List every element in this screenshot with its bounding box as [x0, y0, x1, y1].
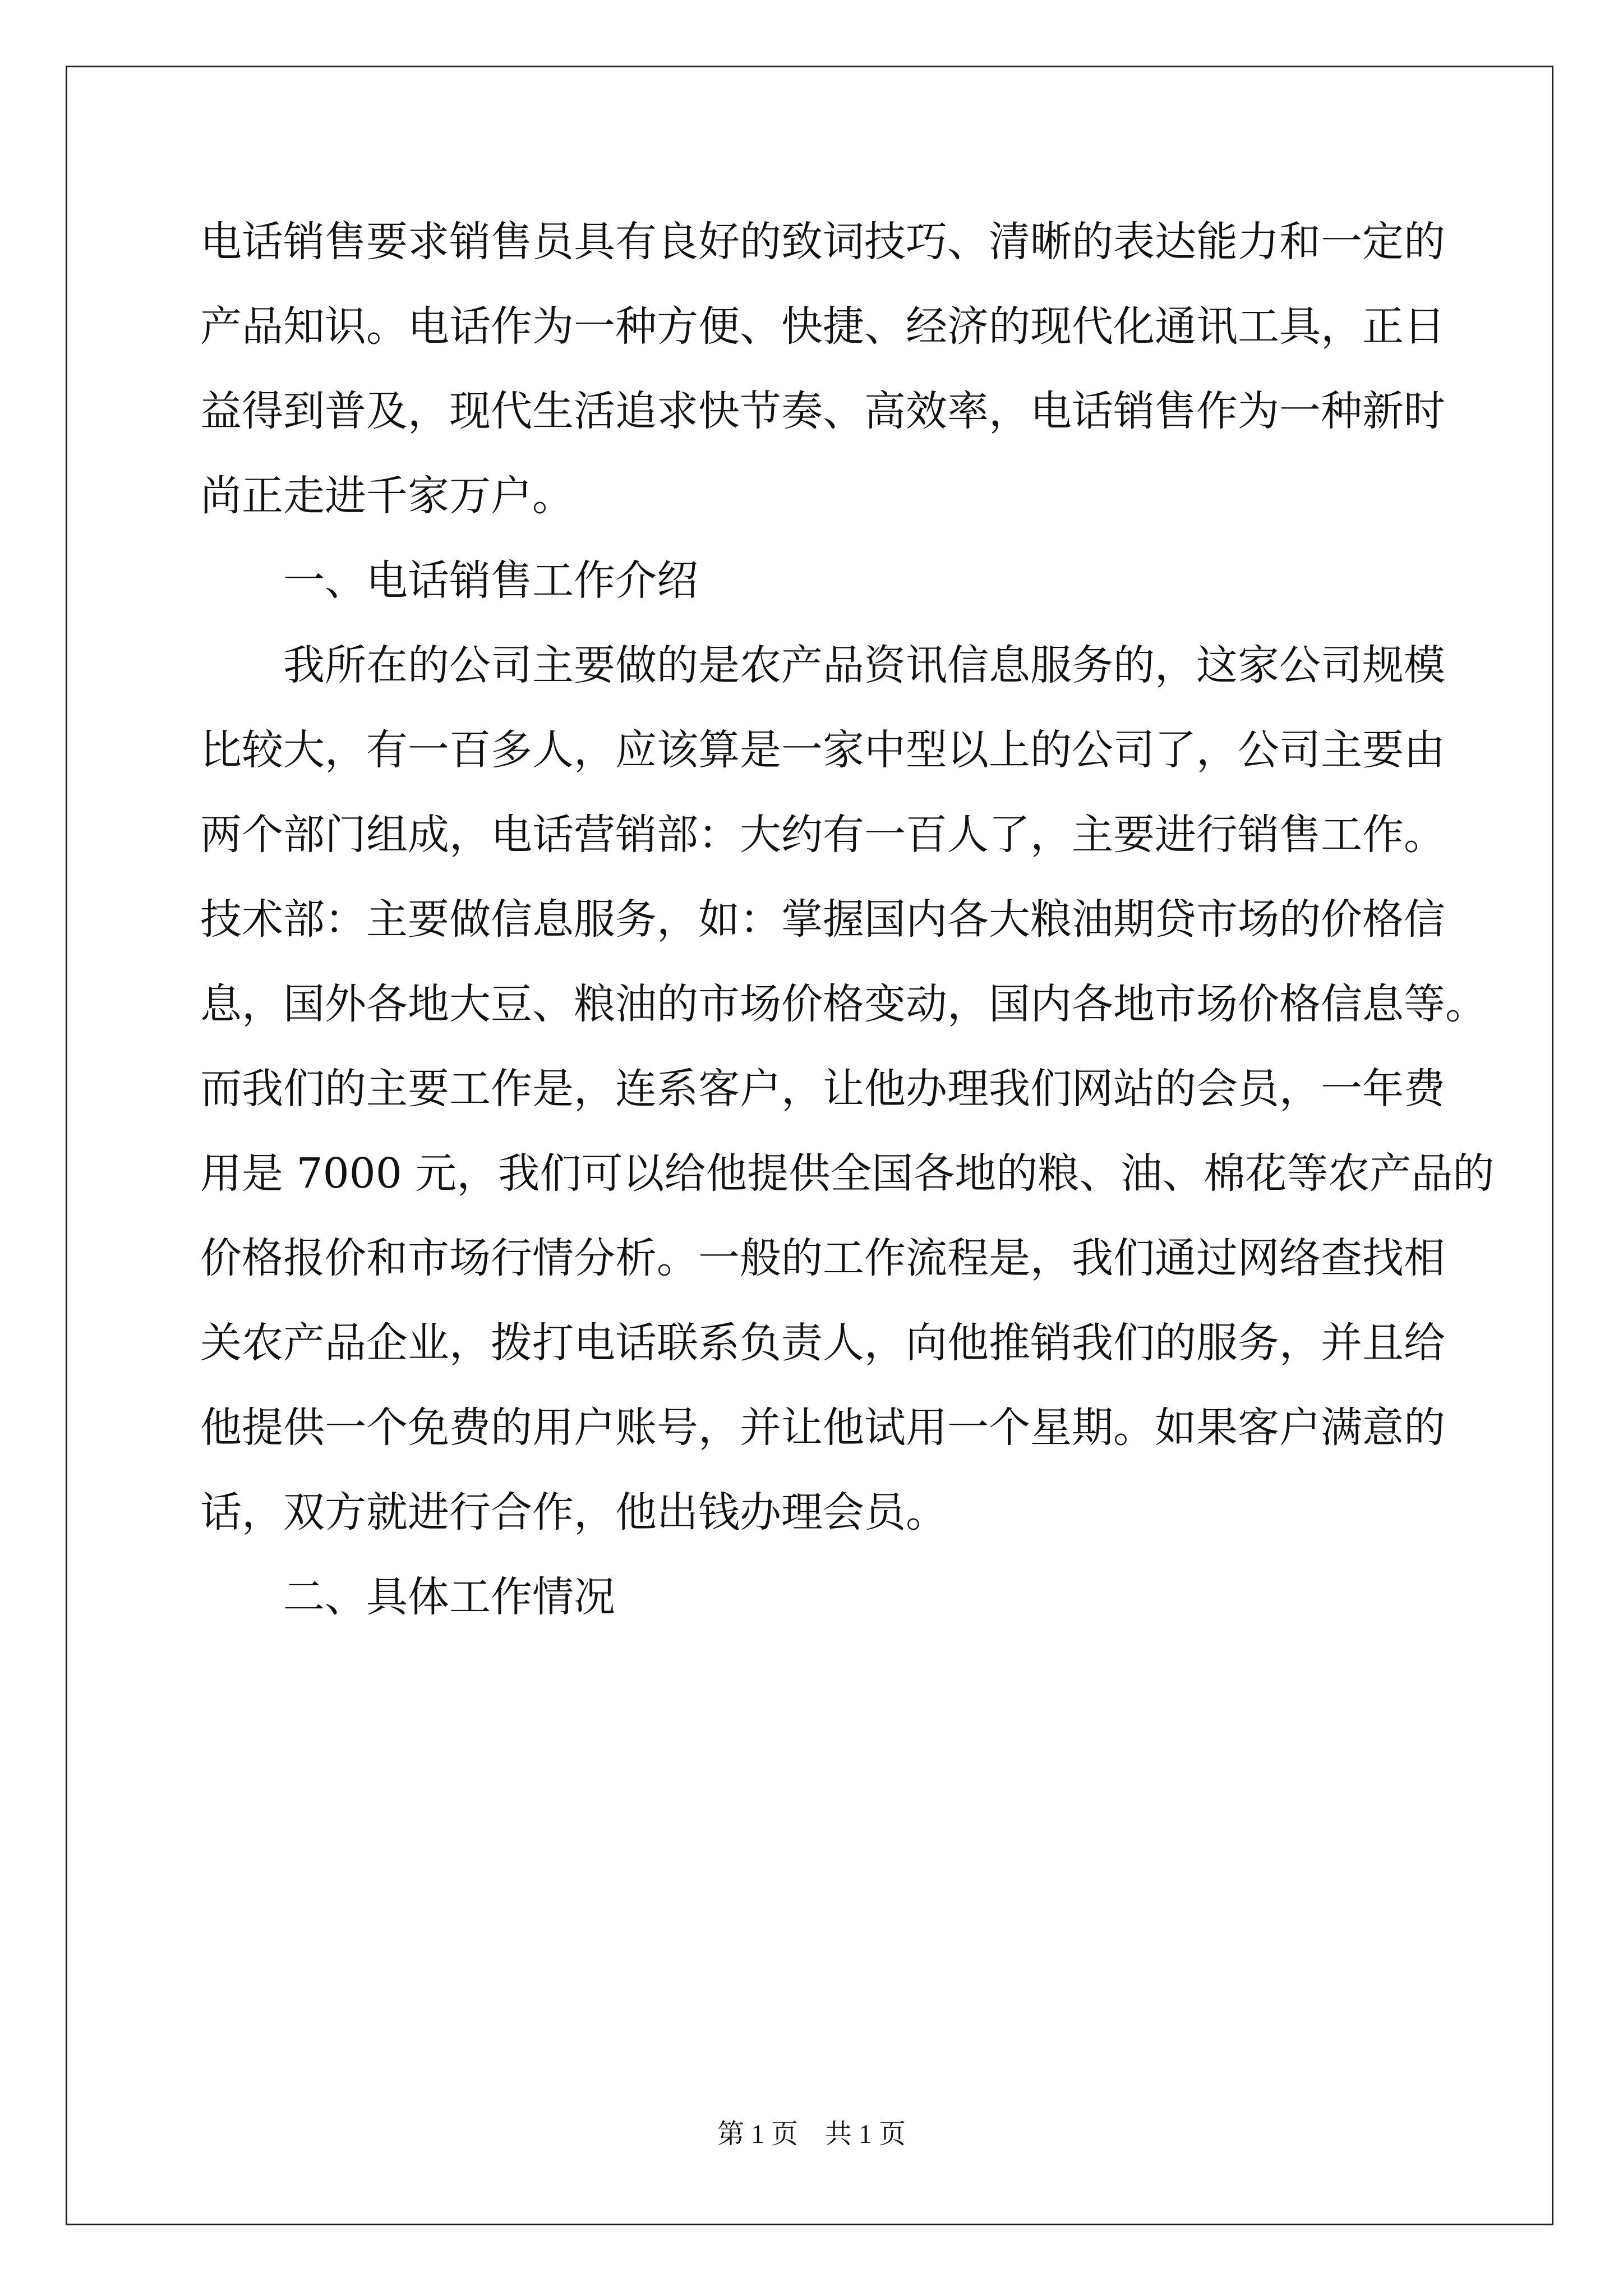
text-line: 益得到普及，现代生活追求快节奏、高效率，电话销售作为一种新时: [200, 387, 1445, 435]
text-line: 比较大，有一百多人，应该算是一家中型以上的公司了，公司主要由: [200, 726, 1445, 774]
page-footer: [0, 2112, 1623, 2151]
text-line: 两个部门组成，电话营销部：大约有一百人了，主要进行销售工作。: [200, 811, 1445, 859]
document-body: [200, 200, 1495, 1640]
page-number: 第 1 页 共 1 页: [717, 2119, 906, 2149]
text-line: 用是 7000 元，我们可以给他提供全国各地的粮、油、棉花等农产品的: [200, 1149, 1495, 1198]
text-line: 而我们的主要工作是，连系客户，让他办理我们网站的会员，一年费: [200, 1065, 1445, 1113]
paragraph: [200, 623, 1495, 1555]
text-line: 电话销售要求销售员具有良好的致词技巧、清晰的表达能力和一定的: [200, 218, 1445, 266]
text-line: 他提供一个免费的用户账号，并让他试用一个星期。如果客户满意的: [200, 1404, 1445, 1452]
text-line: 息，国外各地大豆、粮油的市场价格变动，国内各地市场价格信息等。: [200, 980, 1487, 1028]
text-line: 价格报价和市场行情分析。一般的工作流程是，我们通过网络查找相: [200, 1234, 1445, 1282]
heading-line: 一、电话销售工作介绍: [283, 556, 698, 605]
paragraph: [200, 200, 1445, 539]
text-line: 技术部：主要做信息服务，如：掌握国内各大粮油期贷市场的价格信: [200, 895, 1445, 944]
text-line: 尚正走进千家万户。: [200, 472, 574, 520]
text-line: 我所在的公司主要做的是农产品资讯信息服务的，这家公司规模: [283, 641, 1445, 689]
heading-line: 二、具体工作情况: [283, 1573, 615, 1621]
text-line: 关农产品企业，拨打电话联系负责人，向他推销我们的服务，并且给: [200, 1319, 1445, 1367]
text-line: 话，双方就进行合作，他出钱办理会员。: [200, 1488, 947, 1536]
section-heading: [200, 1555, 1434, 1640]
section-heading: [200, 539, 1434, 623]
text-line: 产品知识。电话作为一种方便、快捷、经济的现代化通讯工具，正日: [200, 302, 1445, 351]
